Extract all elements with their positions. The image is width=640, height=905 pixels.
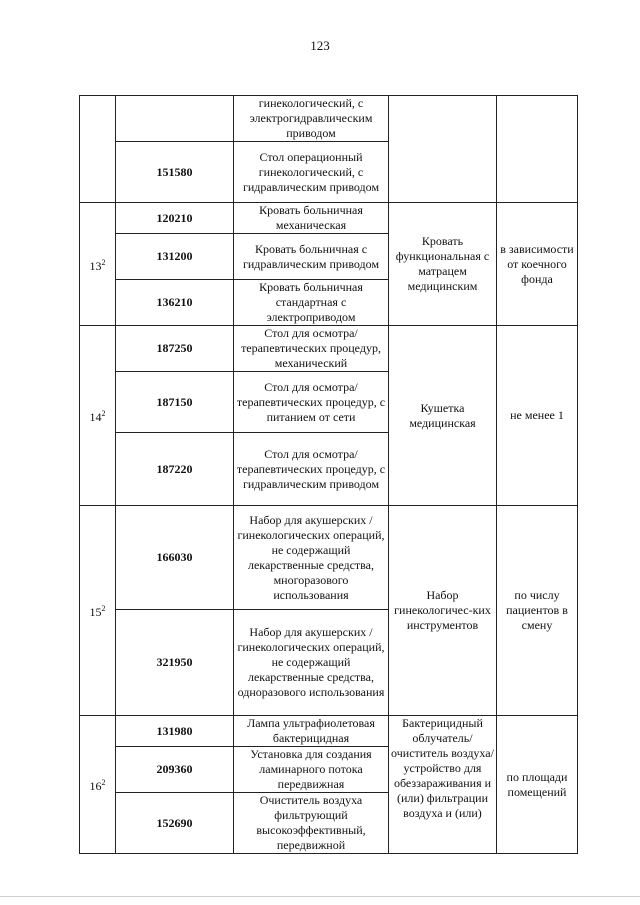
code-cell: 187250 — [116, 326, 234, 372]
row-number-superscript: 2 — [101, 778, 106, 787]
name-cell: Стол для осмотра/терапевтических процедур, с питанием от сети — [234, 372, 389, 433]
name-cell: Установка для создания ламинарного потока передвижная — [234, 747, 389, 793]
code-cell: 131200 — [116, 234, 234, 280]
type-cell: Кушетка медицинская — [389, 326, 497, 506]
row-number: 14 — [89, 410, 102, 424]
code-cell: 321950 — [116, 610, 234, 716]
scan-edge-line — [0, 896, 640, 897]
name-cell: Кровать больничная стандартная с электроприводом — [234, 280, 389, 326]
name-cell: Стол для осмотра/терапевтических процедур, механический — [234, 326, 389, 372]
type-cell: Бактерицидный облучатель/ очиститель воздуха/ устройство для обеззараживания и (или) фильтрации воздуха и (или) — [389, 716, 497, 854]
type-cell — [389, 96, 497, 203]
qty-cell: по числу пациентов в смену — [497, 506, 578, 716]
code-cell: 166030 — [116, 506, 234, 610]
name-cell: Кровать больничная механическая — [234, 203, 389, 234]
code-cell: 151580 — [116, 142, 234, 203]
table-row — [80, 203, 578, 234]
row-number-cell — [80, 506, 116, 716]
table-row — [80, 506, 578, 610]
row-number-superscript: 2 — [101, 257, 106, 267]
row-number: 13 — [89, 258, 102, 273]
row-number-cell — [80, 716, 116, 854]
qty-cell: в зависимости от коечного фонда — [497, 203, 578, 326]
qty-cell: по площади помещений — [497, 716, 578, 854]
row-number-cell — [80, 326, 116, 506]
row-number-cell — [80, 96, 116, 203]
name-cell: гинекологический, с электрогидравлическим приводом — [234, 96, 389, 142]
qty-cell — [497, 96, 578, 203]
name-cell: Набор для акушерских /гинекологических операций, не содержащий лекарственные средства, многоразового использования — [234, 506, 389, 610]
name-cell: Стол для осмотра/терапевтических процедур, с гидравлическим приводом — [234, 433, 389, 506]
code-cell — [116, 96, 234, 142]
row-number-cell — [80, 203, 116, 326]
type-cell: Кровать функциональная с матрацем медицинским — [389, 203, 497, 326]
name-cell: Набор для акушерских /гинекологических операций, не содержащий лекарственные средства, одноразового использования — [234, 610, 389, 716]
type-cell: Набор гинекологичес-ких инструментов — [389, 506, 497, 716]
row-number: 16 — [89, 779, 102, 793]
name-cell: Кровать больничная с гидравлическим приводом — [234, 234, 389, 280]
code-cell: 209360 — [116, 747, 234, 793]
row-number-superscript: 2 — [101, 604, 106, 613]
table-row — [80, 716, 578, 747]
code-cell: 187150 — [116, 372, 234, 433]
row-number-superscript: 2 — [101, 409, 106, 418]
code-cell: 187220 — [116, 433, 234, 506]
equipment-table — [79, 95, 578, 854]
code-cell: 152690 — [116, 793, 234, 854]
table-row — [80, 96, 578, 142]
page-number: 123 — [310, 38, 330, 53]
name-cell: Лампа ультрафиолетовая бактерицидная — [234, 716, 389, 747]
name-cell: Очиститель воздуха фильтрующий высокоэффективный, передвижной — [234, 793, 389, 854]
name-cell: Стол операционный гинекологический, с гидравлическим приводом — [234, 142, 389, 203]
code-cell: 120210 — [116, 203, 234, 234]
qty-cell: не менее 1 — [497, 326, 578, 506]
code-cell: 136210 — [116, 280, 234, 326]
code-cell: 131980 — [116, 716, 234, 747]
table-row — [80, 326, 578, 372]
row-number: 15 — [89, 605, 102, 619]
